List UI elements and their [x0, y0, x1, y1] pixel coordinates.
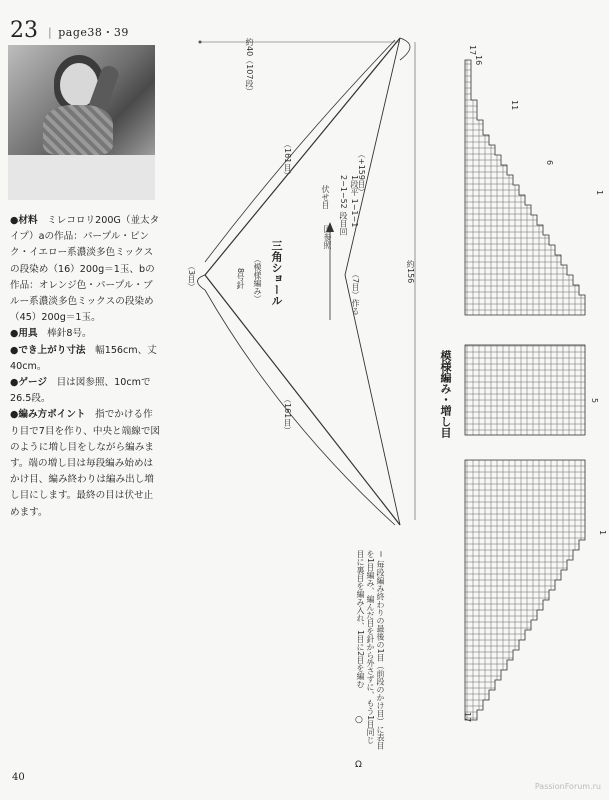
increase-total: （+159目）: [357, 150, 366, 196]
gauge: ●ゲージ 目は図参照、10cmで26.5段。: [10, 377, 151, 405]
row-6-top: 6: [545, 160, 554, 166]
row-16-top: 16: [474, 55, 483, 66]
page-reference-text: page38・39: [58, 26, 129, 39]
row-11-top: 11: [510, 100, 519, 111]
tools: ●用具 棒針8号。: [10, 328, 92, 340]
shawl-title: 三角ショール: [270, 240, 283, 306]
top-height-label: 約40（107段）: [245, 38, 254, 96]
row-17-top: 17: [468, 45, 477, 56]
chart-title: 模様編み・増し目: [439, 350, 452, 438]
pattern-number: 23: [10, 18, 38, 43]
left-tip-count: （3目）: [187, 262, 196, 292]
legend-text: ＝ 毎段編み終わりの最後の1目（前段のかけ目）に表目を1目編み、編んだ目を針から外さずに、もう1目同じ目に裏目を編み入れ、1目に2目を編む: [356, 550, 385, 750]
needle-size: 8号針: [236, 268, 245, 290]
watermark: PassionForum.ru: [534, 782, 601, 791]
pattern-reference: 図参照: [323, 225, 332, 249]
center-cast-on: （7目）作る: [351, 270, 360, 316]
page-number: 40: [12, 772, 25, 783]
shawl-subtitle: （模様編み）: [253, 255, 262, 303]
materials: ●材料 ミレコロリ200G（並太タイプ）aの作品：パープル・ピンク・イエロー系濃淡多色ミックスの段染め（16）200g＝1玉、bの作品：オレンジ色・パープル・ブルー系濃淡多色ミックスの段染め（45）200g＝1玉。: [10, 215, 160, 324]
row-1-bottom: 1: [598, 530, 607, 536]
left-lower-count: （161目）: [283, 395, 292, 435]
center-mark: 5: [590, 398, 599, 404]
width-label: 約156: [406, 260, 415, 284]
row-1-top: 1: [595, 190, 604, 196]
left-upper-count: （161目）: [283, 140, 292, 180]
page-reference: | page38・39: [48, 26, 129, 39]
row-17-bottom: 17: [463, 712, 472, 723]
bind-off-label: 伏せ目: [321, 185, 330, 209]
knitting-points: ●編み方ポイント 指でかける作り目で7目を作り、中央と端線で図のように増し目をしながら編みます。端の増し目は毎段編み始めはかけ目、編み終わりは編み出し増し目にします。最終の目は伏せ止めます。: [10, 409, 161, 518]
finished-size: ●でき上がり寸法 幅156cm、丈40cm。: [10, 344, 157, 372]
stitch-chart: [455, 40, 605, 750]
legend-symbol-2: ○: [355, 715, 363, 725]
legend-symbol-1: Ω: [355, 760, 362, 770]
increase-rule: 1段平 1−1−1 2−1−52 段目回: [339, 175, 359, 236]
